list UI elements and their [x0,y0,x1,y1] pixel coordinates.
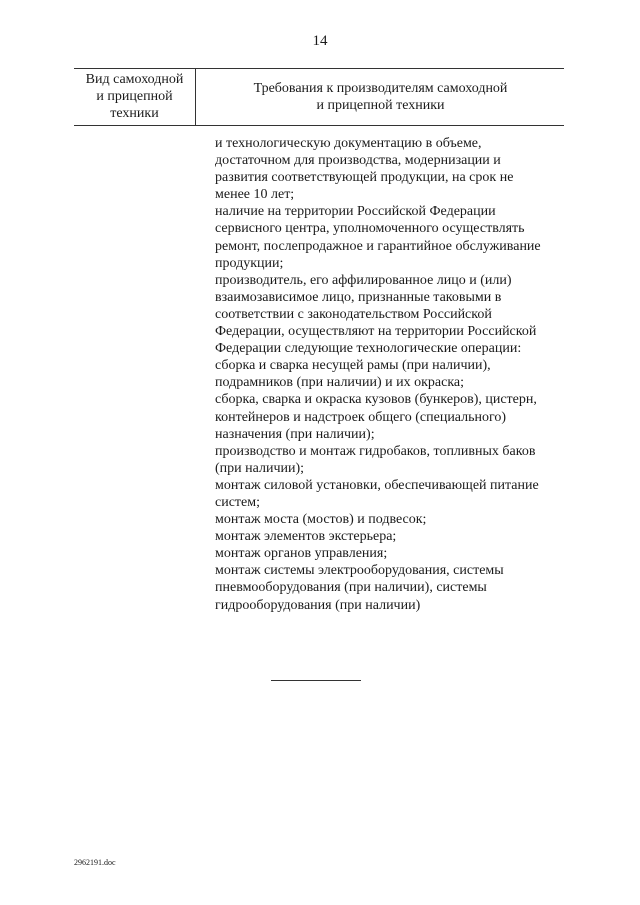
text-line: гидрооборудования (при наличии) [215,597,421,613]
document-code: 2962191.doc [74,858,116,867]
text-line: подрамников (при наличии) и их окраска; [215,375,465,391]
text-line: (при наличии); [215,460,305,476]
text-line: менее 10 лет; [215,187,295,203]
text-line: пневмооборудования (при наличии), системы [215,580,487,596]
page-number: 14 [312,33,328,49]
text-line: Федерации, осуществляют на территории Российской [215,324,537,340]
end-of-document-rule [271,680,361,681]
text-line: сборка и сварка несущей рамы (при наличии), [215,358,491,374]
header-col2-line: Требования к производителям самоходной [253,81,508,96]
text-line: монтаж органов управления; [215,546,388,562]
text-line: монтаж моста (мостов) и подвесок; [215,512,427,528]
text-line: и технологическую документацию в объеме, [215,136,482,151]
text-line: производитель, его аффилированное лицо и (или) [215,272,512,288]
table-header [74,68,564,126]
header-col2-line: и прицепной техники [316,98,445,113]
text-line: наличие на территории Российской Федерации [215,204,496,220]
text-line: монтаж системы электрооборудования, системы [215,563,504,579]
text-line: систем; [215,494,261,510]
text-line: соответствии с законодательством Российской [215,306,492,322]
text-line: Федерации следующие технологические операции: [215,341,522,357]
text-line: ремонт, послепродажное и гарантийное обслуживание [215,238,541,254]
text-line: продукции; [215,255,284,271]
text-line: контейнеров и надстроек общего (специального) [215,409,507,425]
text-line: монтаж элементов экстерьера; [215,529,397,545]
text-line: взаимозависимое лицо, признанные таковыми в [215,289,502,305]
text-line: назначения (при наличии); [215,426,375,442]
text-line: сборка, сварка и окраска кузовов (бункеров), цистерн, [215,392,537,408]
text-line: производство и монтаж гидробаков, топливных баков [215,443,536,459]
header-col1-line: и прицепной [96,89,173,104]
header-col1-line: Вид самоходной [85,72,184,87]
table-header-col-vehicle-type [74,69,196,125]
requirements-text [215,135,570,614]
header-col1-line: техники [110,106,159,121]
text-line: достаточном для производства, модернизации и [215,153,501,169]
text-line: сервисного центра, уполномоченного осуществлять [215,221,525,237]
table-header-col-requirements [197,69,564,125]
text-line: развития соответствующей продукции, на срок не [215,170,514,186]
text-line: монтаж силовой установки, обеспечивающей питание [215,477,539,493]
